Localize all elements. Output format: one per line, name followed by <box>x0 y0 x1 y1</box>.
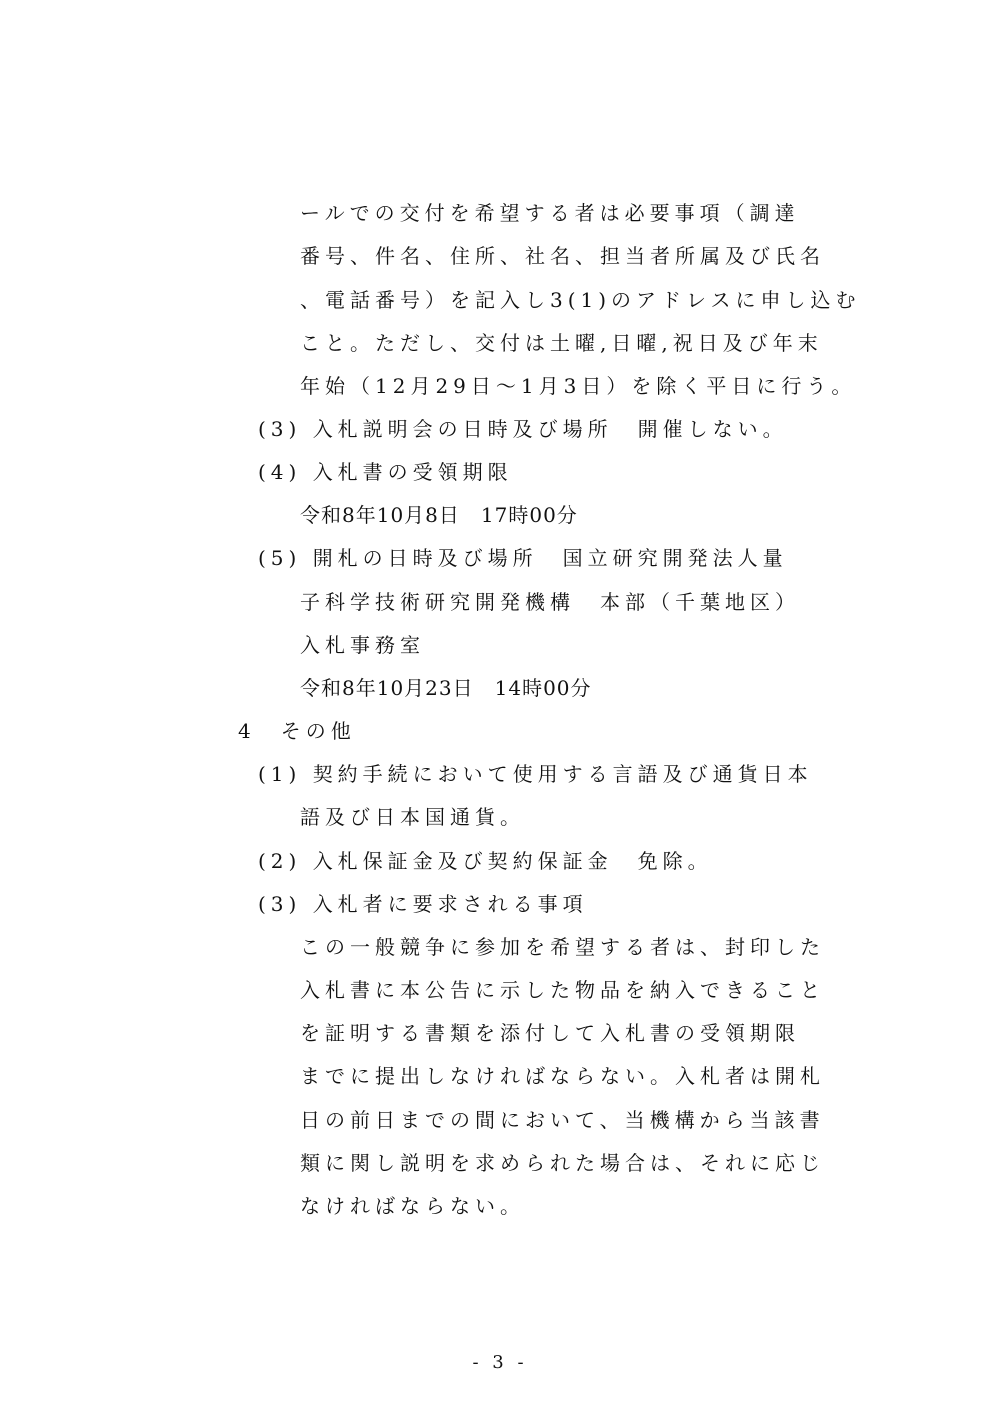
section-4-item-3-line: 入札書に本公告に示した物品を納入できること <box>300 978 825 1002</box>
page-number: - 3 - <box>472 1352 528 1373</box>
item-5-line: (5) 開札の日時及び場所 国立研究開発法人量 <box>258 546 788 570</box>
item-3-briefing: (3) 入札説明会の日時及び場所 開催しない。 <box>258 417 788 441</box>
paragraph-line: 、電話番号）を記入し3(1)のアドレスに申し込む <box>300 288 861 312</box>
section-4-item-3-line: この一般競争に参加を希望する者は、封印した <box>300 935 825 959</box>
item-4-deadline-date: 令和8年10月8日 17時00分 <box>300 503 578 527</box>
section-4-item-3-line: 日の前日までの間において、当機構から当該書 <box>300 1108 825 1132</box>
item-5-line: 子科学技術研究開発機構 本部（千葉地区） <box>300 590 800 614</box>
section-4-item-1-line: (1) 契約手続において使用する言語及び通貨日本 <box>258 762 813 786</box>
paragraph-line: ールでの交付を希望する者は必要事項（調達 <box>300 201 800 225</box>
section-4-item-3-line: 類に関し説明を求められた場合は、それに応じ <box>300 1151 825 1175</box>
section-4-item-3-line: までに提出しなければならない。入札者は開札 <box>300 1064 825 1088</box>
paragraph-line: 番号、件名、住所、社名、担当者所属及び氏名 <box>300 244 825 268</box>
section-4-item-3-line: なければならない。 <box>300 1194 525 1218</box>
section-4-item-3-line: を証明する書類を添付して入札書の受領期限 <box>300 1021 800 1045</box>
section-4-item-1-line: 語及び日本国通貨。 <box>300 805 525 829</box>
item-5-opening-date: 令和8年10月23日 14時00分 <box>300 676 592 700</box>
paragraph-line: こと。ただし、交付は土曜,日曜,祝日及び年末 <box>300 331 823 355</box>
item-5-line: 入札事務室 <box>300 633 425 657</box>
section-4-heading: 4 その他 <box>238 719 356 743</box>
section-4-item-3-heading: (3) 入札者に要求される事項 <box>258 892 588 916</box>
item-4-heading: (4) 入札書の受領期限 <box>258 460 513 484</box>
paragraph-line: 年始（12月29日～1月3日）を除く平日に行う。 <box>300 374 857 398</box>
section-4-item-2: (2) 入札保証金及び契約保証金 免除。 <box>258 849 713 873</box>
